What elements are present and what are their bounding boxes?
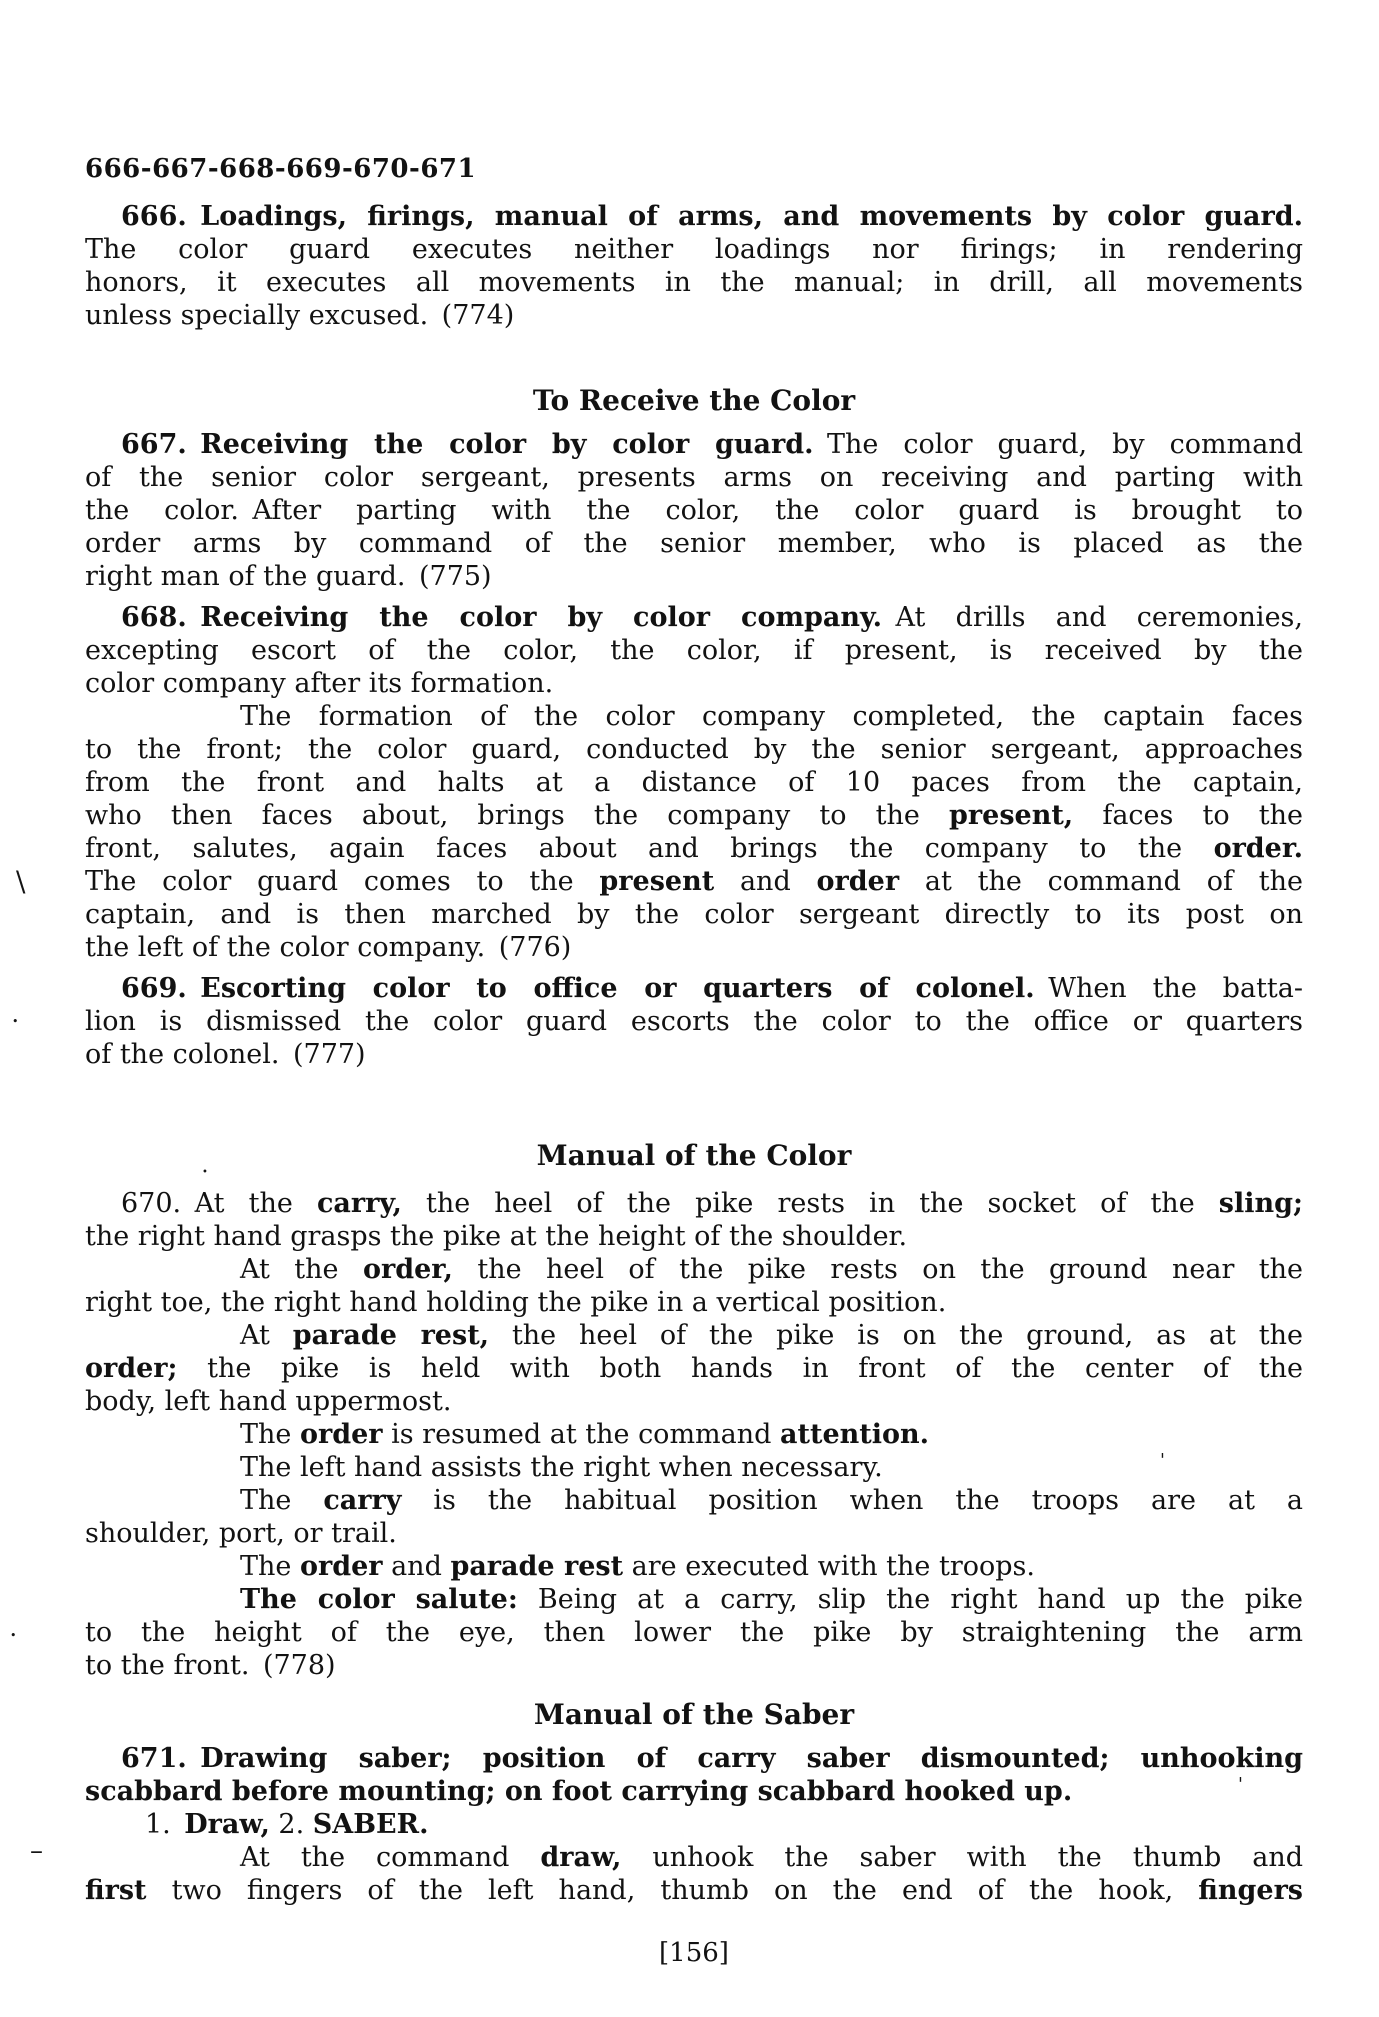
text-column xyxy=(85,0,1303,1907)
body-text: At xyxy=(240,1320,293,1351)
text-line xyxy=(85,560,1303,593)
text-line xyxy=(85,200,1303,233)
text-line xyxy=(85,766,1303,799)
bold-text: 668. Receiving the color by color company. xyxy=(121,602,883,633)
body-text: of the colonel. (777) xyxy=(85,1039,366,1070)
text-line xyxy=(85,1808,1303,1841)
body-text: The xyxy=(240,1419,300,1450)
body-text: the heel of the pike rests in the socket of the xyxy=(401,1188,1219,1219)
bold-text: 666-667-668-669-670-671 xyxy=(85,154,477,184)
body-text: The color guard executes neither loadings nor firings; in rendering xyxy=(85,234,1303,265)
text-line xyxy=(85,1517,1303,1550)
body-text: right man of the guard. (775) xyxy=(85,561,492,592)
body-text: At the xyxy=(240,1254,363,1285)
text-line xyxy=(85,1352,1303,1385)
text-line xyxy=(85,733,1303,766)
text-line xyxy=(85,601,1303,634)
body-text: of the senior color sergeant, presents arms on receiving and parting with xyxy=(85,462,1303,493)
text-line xyxy=(85,527,1303,560)
bold-text: SABER. xyxy=(312,1809,429,1840)
body-text: to the front. (778) xyxy=(85,1650,336,1681)
bold-text: parade rest xyxy=(450,1551,624,1582)
body-text: from the front and halts at a distance of 10 paces from the captain, xyxy=(85,767,1303,798)
bold-text: attention. xyxy=(780,1419,930,1450)
body-text: honors, it executes all movements in the manual; in drill, all movements xyxy=(85,267,1303,298)
para-666 xyxy=(85,200,1303,332)
body-text: 1. xyxy=(145,1809,185,1840)
page-header xyxy=(85,153,1303,186)
text-line xyxy=(85,634,1303,667)
text-line xyxy=(85,1220,1303,1253)
text-line xyxy=(85,153,1303,186)
bold-text: order xyxy=(299,1419,383,1450)
body-text: is resumed at the command xyxy=(382,1419,780,1450)
body-text: faces to the xyxy=(1073,800,1303,831)
text-line xyxy=(85,428,1303,461)
stray-dot-mark: • xyxy=(12,1015,19,1028)
text-line xyxy=(85,1319,1303,1352)
bold-text: Draw, xyxy=(184,1809,270,1840)
para-667 xyxy=(85,428,1303,593)
body-text: 2. xyxy=(269,1809,313,1840)
stray-dot-above-670-mark: • xyxy=(202,1167,208,1178)
stray-dot-mark: • xyxy=(10,1629,17,1642)
text-line xyxy=(85,1451,1303,1484)
bold-text: draw, xyxy=(540,1842,622,1873)
para-668 xyxy=(85,601,1303,700)
text-line xyxy=(85,266,1303,299)
stray-apostrophe-mark: ' xyxy=(1238,1774,1243,1795)
text-line xyxy=(85,1385,1303,1418)
text-line xyxy=(85,1550,1303,1583)
bold-text: sling; xyxy=(1218,1188,1303,1219)
page-number: [156] xyxy=(659,1938,729,1968)
body-text: front, salutes, again faces about and brings the company to the xyxy=(85,833,1214,864)
body-text: are executed with the troops. xyxy=(623,1551,1035,1582)
text-line xyxy=(85,1742,1303,1775)
body-text: lion is dismissed the color guard escorts the color to the office or quarters xyxy=(85,1006,1303,1037)
body-text: The left hand assists the right when necessary. xyxy=(240,1452,883,1483)
text-line xyxy=(85,865,1303,898)
bold-text: 666. Loadings, firings, manual of arms, and movements by color guard. xyxy=(121,201,1303,232)
bold-text: 671. Drawing saber; position of carry saber dismounted; unhooking xyxy=(121,1743,1303,1774)
bold-text: order, xyxy=(362,1254,453,1285)
bold-text: order xyxy=(816,866,900,897)
bold-text: order; xyxy=(85,1353,178,1384)
body-text: At the command xyxy=(240,1842,541,1873)
body-text: the color. After parting with the color, the color guard is brought to xyxy=(85,495,1303,526)
text-line xyxy=(85,898,1303,931)
body-text: right toe, the right hand holding the pike in a vertical position. xyxy=(85,1287,947,1318)
body-text: to the height of the eye, then lower the pike by straightening the arm xyxy=(85,1617,1303,1648)
body-text: the left of the color company. (776) xyxy=(85,932,572,963)
body-text: the heel of the pike is on the ground, as at the xyxy=(489,1320,1303,1351)
text-line xyxy=(85,1841,1303,1874)
heading-manual-of-the-color: Manual of the Color xyxy=(536,1139,852,1172)
body-text: color company after its formation. xyxy=(85,668,554,699)
bold-text: 667. Receiving the color by color guard. xyxy=(121,429,814,460)
bold-text: The color salute: xyxy=(240,1584,518,1615)
body-text: the pike is held with both hands in front of the center of the xyxy=(177,1353,1303,1384)
bold-text: 669. Escorting color to office or quarters of colonel. xyxy=(121,973,1035,1004)
body-text: unless specially excused. (774) xyxy=(85,300,515,331)
text-line xyxy=(85,299,1303,332)
bold-text: scabbard before mounting; on foot carrying scabbard hooked up. xyxy=(85,1776,1073,1807)
text-line xyxy=(85,1775,1303,1808)
stray-dash-mark: – xyxy=(30,1836,43,1866)
body-text: The color guard, by command xyxy=(813,429,1303,460)
heading-to-receive-the-color: To Receive the Color xyxy=(532,384,856,417)
text-line xyxy=(85,1187,1303,1220)
stray-apostrophe-mark: ' xyxy=(1160,1450,1165,1471)
text-line xyxy=(85,667,1303,700)
body-text: The xyxy=(240,1485,324,1516)
body-text: excepting escort of the color, the color, if present, is received by the xyxy=(85,635,1303,666)
body-text: unhook the saber with the thumb and xyxy=(621,1842,1303,1873)
bold-text: present, xyxy=(949,800,1074,831)
body-text: body, left hand uppermost. xyxy=(85,1386,452,1417)
body-text: and xyxy=(382,1551,451,1582)
body-text: Being at a carry, slip the right hand up the pike xyxy=(517,1584,1303,1615)
text-line xyxy=(85,1649,1303,1682)
body-text: At drills and ceremonies, xyxy=(882,602,1303,633)
body-text: the right hand grasps the pike at the height of the shoulder. xyxy=(85,1221,908,1252)
body-text: two fingers of the left hand, thumb on the end of the hook, xyxy=(146,1875,1199,1906)
para-668-cont xyxy=(85,700,1303,964)
text-line xyxy=(85,1418,1303,1451)
text-line xyxy=(85,233,1303,266)
body-text: The color guard comes to the xyxy=(85,866,600,897)
bold-text: carry, xyxy=(316,1188,402,1219)
text-line xyxy=(85,494,1303,527)
text-line xyxy=(85,832,1303,865)
text-line xyxy=(85,1038,1303,1071)
text-line xyxy=(85,1616,1303,1649)
text-line xyxy=(85,799,1303,832)
body-text: is the habitual position when the troops are at a xyxy=(401,1485,1303,1516)
stray-backslash-mark: \ xyxy=(16,865,26,898)
para-670 xyxy=(85,1187,1303,1682)
text-line xyxy=(85,1583,1303,1616)
bold-text: carry xyxy=(323,1485,402,1516)
bold-text: present xyxy=(599,866,715,897)
body-text: shoulder, port, or trail. xyxy=(85,1518,397,1549)
bold-text: order xyxy=(299,1551,383,1582)
bold-text: parade rest, xyxy=(292,1320,490,1351)
bold-text: first xyxy=(85,1875,147,1906)
text-line xyxy=(85,931,1303,964)
text-line xyxy=(85,1005,1303,1038)
para-669 xyxy=(85,972,1303,1071)
body-text: and xyxy=(714,866,817,897)
para-671 xyxy=(85,1742,1303,1907)
text-line xyxy=(85,1874,1303,1907)
body-text: When the batta- xyxy=(1034,973,1303,1004)
bold-text: order. xyxy=(1213,833,1303,864)
text-line xyxy=(85,1484,1303,1517)
bold-text: fingers xyxy=(1198,1875,1303,1906)
body-text: The xyxy=(240,1551,300,1582)
body-text: the heel of the pike rests on the ground near the xyxy=(452,1254,1303,1285)
body-text: order arms by command of the senior member, who is placed as the xyxy=(85,528,1303,559)
text-line xyxy=(85,1253,1303,1286)
text-line xyxy=(85,461,1303,494)
body-text: The formation of the color company completed, the captain faces xyxy=(240,701,1303,732)
body-text: to the front; the color guard, conducted by the senior sergeant, approaches xyxy=(85,734,1303,765)
text-line xyxy=(85,700,1303,733)
body-text: 670. At the xyxy=(121,1188,317,1219)
body-text: who then faces about, brings the company to the xyxy=(85,800,950,831)
text-line xyxy=(85,1286,1303,1319)
body-text: at the command of the xyxy=(899,866,1303,897)
heading-manual-of-the-saber: Manual of the Saber xyxy=(533,1698,855,1731)
body-text: captain, and is then marched by the color sergeant directly to its post on xyxy=(85,899,1303,930)
text-line xyxy=(85,972,1303,1005)
